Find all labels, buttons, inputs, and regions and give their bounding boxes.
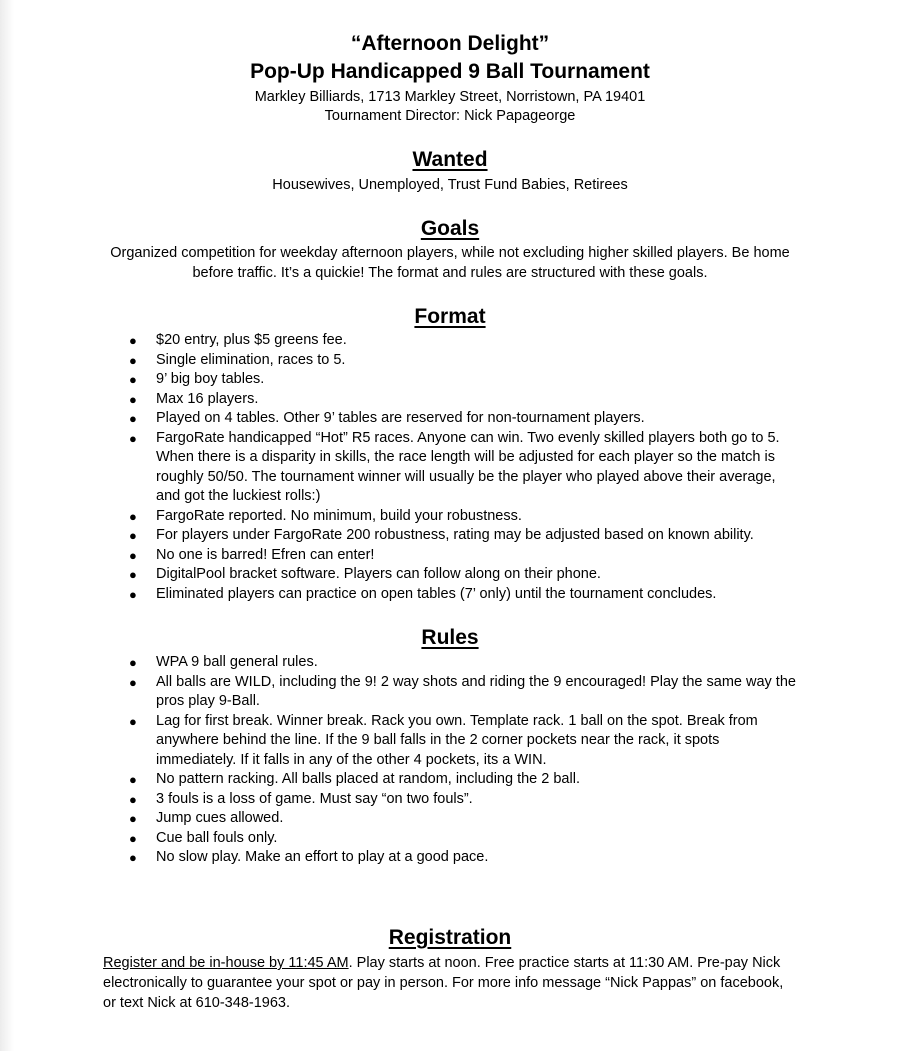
list-item: ● For players under FargoRate 200 robustness, rating may be adjusted based on known ability. — [0, 526, 820, 546]
list-item: ● WPA 9 ball general rules. — [0, 653, 820, 673]
list-item: ● 9’ big boy tables. — [0, 370, 820, 390]
bullet-icon: ● — [129, 567, 137, 582]
location-line: Markley Billiards, 1713 Markley Street, Norristown, PA 19401 — [254, 89, 646, 105]
list-item: ● All balls are WILD, including the 9! 2 way shots and riding the 9 encouraged! Play the same way the pros play 9-Ball. — [129, 673, 796, 709]
list-item: ● No one is barred! Efren can enter! — [0, 546, 820, 566]
bullet-icon: ● — [129, 352, 137, 368]
bullet-icon: ● — [129, 791, 137, 807]
goals-text: Organized competition for weekday afternoon players, while not excluding higher skilled players. Be home before traffic. It’s a quickie! The format and rules are structured with these goals. — [110, 245, 790, 281]
list-item: ● No slow play. Make an effort to play at a good pace. — [0, 848, 820, 868]
list-item: ● Max 16 players. — [0, 390, 820, 410]
bullet-icon: ● — [129, 528, 137, 543]
list-item: ● Lag for first break. Winner break. Rack you own. Template rack. 1 ball on the spot. Break from anywhere behind the line. If the 9 ball falls in the 2 corner pockets near the rack, it spots immediately. If it falls in any of the other 4 pockets, its a WIN. — [129, 712, 758, 768]
bullet-icon: ● — [129, 411, 137, 426]
bullet-icon: ● — [129, 547, 137, 563]
format-heading: Format — [414, 305, 486, 328]
bullet-icon: ● — [129, 372, 137, 387]
bullet-icon: ● — [129, 655, 137, 670]
bullet-icon: ● — [129, 830, 137, 846]
list-item: ● Cue ball fouls only. — [0, 829, 820, 849]
director-line: Tournament Director: Nick Papageorge — [324, 108, 576, 124]
list-item: ● $20 entry, plus $5 greens fee. — [0, 331, 820, 351]
list-item: ● Single elimination, races to 5. — [0, 351, 820, 371]
wanted-text: Housewives, Unemployed, Trust Fund Babies, Retirees — [272, 177, 628, 193]
rules-heading: Rules — [421, 626, 479, 649]
list-item: ● Played on 4 tables. Other 9’ tables are reserved for non-tournament players. — [0, 409, 820, 429]
list-item: ● FargoRate reported. No minimum, build your robustness. — [0, 507, 820, 527]
list-item: ● Jump cues allowed. — [0, 809, 820, 829]
list-item: ● DigitalPool bracket software. Players can follow along on their phone. — [0, 565, 820, 585]
registration-text — [103, 953, 793, 1013]
format-list — [0, 331, 820, 604]
wanted-heading: Wanted — [412, 148, 488, 171]
bullet-icon: ● — [129, 850, 137, 865]
registration-heading: Registration — [388, 926, 512, 949]
registration-details: . Play starts at noon. Free practice starts at 11:30 AM. Pre-pay Nick electronically to guarantee your spot or pay in person. For more info message “Nick Pappas” on facebook, or text Nick at 610-348-1963. — [103, 955, 784, 1011]
bullet-icon: ● — [129, 430, 137, 446]
registration-deadline: Register and be in-house by 11:45 AM — [103, 955, 349, 971]
bullet-icon: ● — [129, 674, 137, 690]
rules-list — [0, 653, 820, 868]
bullet-icon: ● — [129, 391, 137, 407]
bullet-icon: ● — [129, 772, 137, 787]
list-item: ● Eliminated players can practice on open tables (7’ only) until the tournament concludes. — [0, 585, 820, 605]
bullet-icon: ● — [129, 508, 137, 524]
goals-heading: Goals — [420, 217, 480, 240]
title-line-2: Pop-Up Handicapped 9 Ball Tournament — [250, 60, 650, 83]
bullet-icon: ● — [129, 811, 137, 826]
bullet-icon: ● — [129, 586, 137, 602]
list-item: ● FargoRate handicapped “Hot” R5 races. Anyone can win. Two evenly skilled players both go to 5. When there is a disparity in skills, the race length will be adjusted for each player so the match is roughly 50/50. The tournament winner will usually be the player who played above their average, and got the luckiest rolls:) — [129, 429, 780, 504]
title-line-1: “Afternoon Delight” — [350, 32, 550, 55]
bullet-icon: ● — [129, 333, 137, 348]
list-item: ● 3 fouls is a loss of game. Must say “on two fouls”. — [0, 790, 820, 810]
list-item: ● No pattern racking. All balls placed at random, including the 2 ball. — [0, 770, 820, 790]
bullet-icon: ● — [129, 713, 137, 729]
